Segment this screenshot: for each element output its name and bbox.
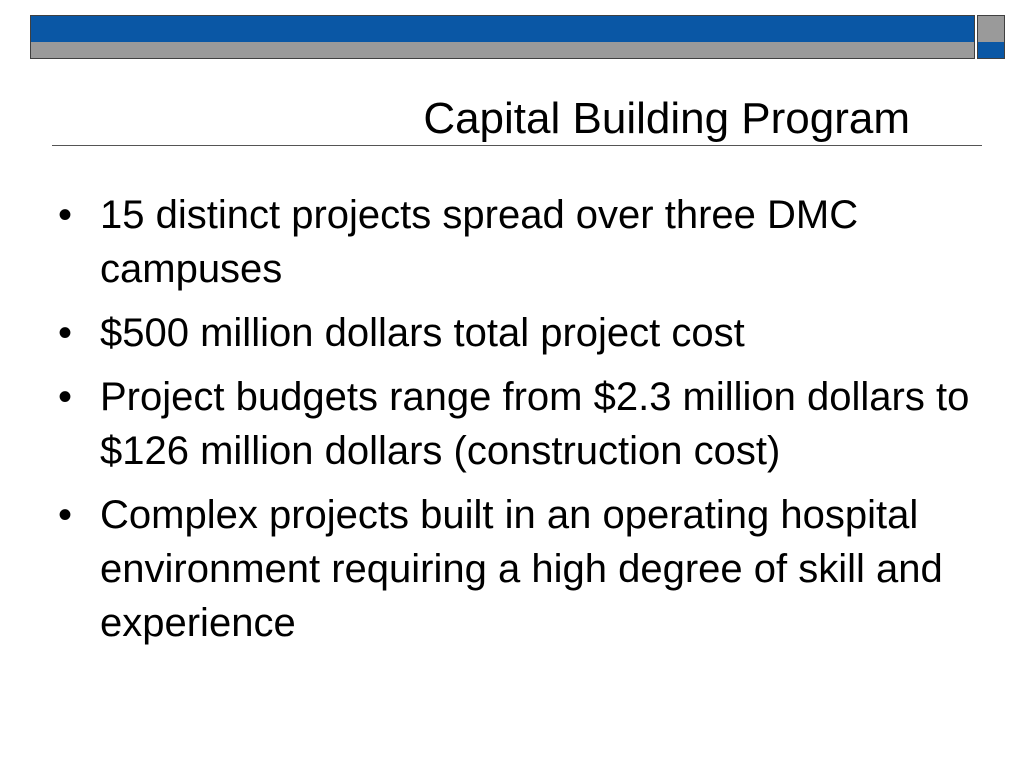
bullet-icon: • [58, 311, 73, 355]
bullet-item-complexity [58, 488, 988, 650]
bullet-list [58, 188, 988, 660]
bullet-text: 15 distinct projects spread over three DMC campuses [100, 193, 859, 291]
header-decoration-bar [30, 15, 975, 59]
bullet-icon: • [58, 375, 73, 419]
header-blue-stripe [31, 16, 974, 42]
slide-title: Capital Building Program [423, 94, 910, 143]
bullet-icon: • [58, 493, 73, 537]
bullet-item-projects [58, 188, 988, 296]
corner-blue-square [978, 42, 1004, 58]
bullet-item-budget-range [58, 370, 988, 478]
bullet-icon: • [58, 193, 73, 237]
bullet-text: Project budgets range from $2.3 million dollars to $126 million dollars (construction cost) [100, 375, 970, 473]
title-underline [52, 145, 982, 146]
header-grey-stripe [31, 42, 974, 58]
bullet-text: $500 million dollars total project cost [100, 311, 745, 355]
header-corner-block [977, 15, 1005, 59]
bullet-item-total-cost [58, 306, 988, 360]
bullet-text: Complex projects built in an operating hospital environment requiring a high degree of skill and experience [100, 493, 943, 645]
corner-grey-square [978, 16, 1004, 42]
